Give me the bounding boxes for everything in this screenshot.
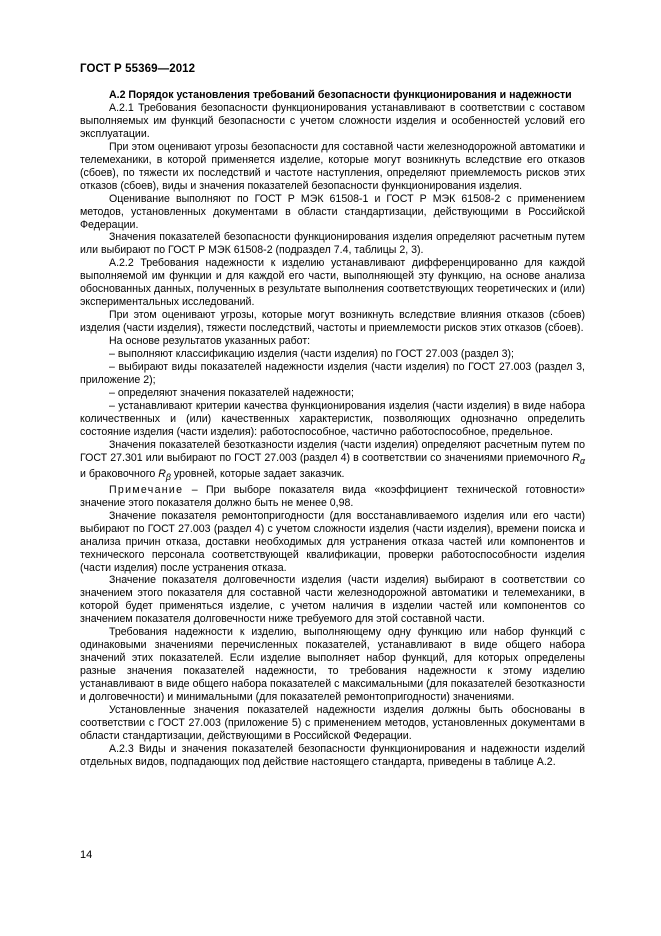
paragraph: На основе результатов указанных работ:: [109, 335, 311, 348]
paragraph: Значение показателя ремонтопригодности (для восстанавливаемого изделия или его части) выбирают по ГОСТ 27.003 (раздел 4) с учетом сложности изделия (части изделия), времени поиска и анализа причин отказа, доставки необходимых для устранения отказа частей или компонентов и технического персонала соответствующей квалификации, проверки работоспособности изделия (части изделия) после устранения отказа.: [80, 509, 585, 574]
list-item: – выполняют классификацию изделия (части изделия) по ГОСТ 27.003 (раздел 3);: [109, 348, 514, 361]
page-number: 14: [80, 849, 93, 861]
paragraph-a23: А.2.3 Виды и значения показателей безопасности функционирования и надежности изделий отдельных видов, подпадающих под действие настоящего стандарта, приведены в таблице А.2.: [80, 742, 585, 768]
paragraph: Значения показателей безопасности функционирования изделия определяют расчетным путем или выбирают по ГОСТ Р МЭК 61508-2 (подраздел 7.4, таблицы 2, 3).: [80, 231, 585, 257]
paragraph: Установленные значения показателей надежности изделия должны быть обоснованы в соответствии с ГОСТ 27.003 (приложение 5) с применением методов, установленных документами в области стандартизации, действующими в Российской Федерации.: [80, 704, 585, 742]
paragraph: При этом оценивают угрозы безопасности для составной части железнодорожной автоматики и телемеханики, в которой применяется изделие, которые могут возникнуть вследствие его отказов (сбоев), по тяжести их последствий и частоте наступления, определяют приемлемость рисков этих отказов (сбоев), виды и значения показателей безопасности функционирования изделия.: [80, 140, 585, 192]
document-number-header: ГОСТ Р 55369—2012: [80, 63, 196, 75]
list-item: – устанавливают критерии качества функционирования изделия (части изделия) в виде набора количественных и (или) качественных характеристик, позволяющих однозначно определить состояние изделия (части изделия): работоспособное, частично работоспособное, предельное.: [80, 399, 585, 438]
list-item: – выбирают виды показателей надежности изделия (части изделия) по ГОСТ 27.003 (раздел 3, приложение 2);: [80, 361, 585, 386]
note-label: Примечание: [109, 483, 184, 496]
list-item: – определяют значения показателей надежности;: [109, 386, 354, 399]
symbol-r-alpha: $R_\alpha$: [572, 451, 585, 466]
paragraph: Требования надежности к изделию, выполняющему одну функцию или набор функций с одинаковыми значениями перечисленных показателей, устанавливают в виде общего набора значений этих показателей. Если изделие выполняет набор функций, для которых определены разные значения показателей надежности, то требования надежности к этому изделию устанавливают в виде общего набора показателей с максимальными (для показателей безотказности и долговечности) и минимальными (для показателей ремонтопригодности) значениями.: [80, 626, 585, 704]
paragraph: Значение показателя долговечности изделия (части изделия) выбирают в соответствии со значением этого показателя для составной части железнодорожной автоматики и телемеханики, в которой будет применяться изделие, с учетом наличия в изделии частей или компонентов со значением показателя долговечности ниже требуемого для этой составной части.: [80, 574, 585, 626]
section-title: А.2 Порядок установления требований безопасности функционирования и надежности: [109, 89, 572, 101]
note: [80, 484, 585, 510]
paragraph-a21: А.2.1 Требования безопасности функционирования устанавливают в соответствии с составом выполняемых им функций безопасности с учетом сложности изделия и особенностей условий его эксплуатации.: [80, 101, 585, 140]
note-text: – При выборе показателя вида «коэффициент технической готовности» значение этого показателя должно быть не менее 0,98.: [80, 483, 585, 509]
symbol-r-beta: $R_\beta$: [158, 467, 171, 482]
document-body: [80, 89, 585, 769]
paragraph: Оценивание выполняют по ГОСТ Р МЭК 61508-1 и ГОСТ Р МЭК 61508-2 с применением методов, установленных документами в области стандартизации, действующими в Российской Федерации.: [80, 192, 585, 231]
paragraph: При этом оценивают угрозы, которые могут возникнуть вследствие влияния отказов (сбоев) изделия (части изделия), тяжести последствий, частоты и приемлемости рисков этих отказов (сбоев).: [80, 309, 585, 335]
paragraph-a22: А.2.2 Требования надежности к изделию устанавливают дифференцированно для каждой выполняемой им функции и для каждой его части, выполняющей эту функцию, на основе анализа обоснованных данных, полученных в результате выполнения соответствующих теоретических и (или) экспериментальных исследований.: [80, 257, 585, 309]
paragraph-reliability-levels: Значения показателей безотказности изделия (части изделия) определяют расчетным путем по ГОСТ 27.301 или выбирают по ГОСТ 27.003 (раздел 4) в соответствии со значениями приемочного $R_\alpha$ и браковочного $R_\beta$ уровней, которые задает заказчик.: [80, 438, 585, 482]
